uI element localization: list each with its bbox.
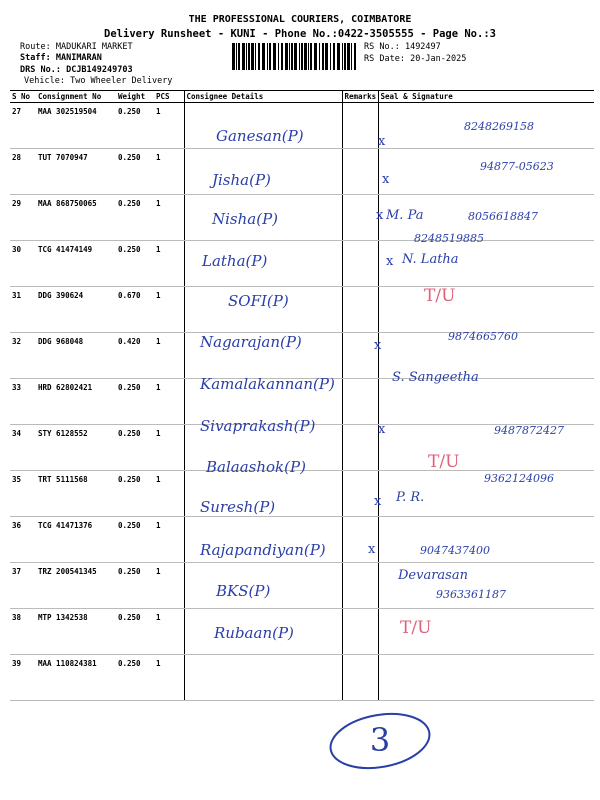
row-remarks (342, 195, 378, 241)
table-header (10, 91, 594, 103)
handwritten-name: BKS(P) (216, 582, 271, 600)
handwritten-phone: 9487872427 (494, 424, 564, 437)
row-seal (378, 655, 594, 701)
row-consignment-no: TRT 5111568 (36, 471, 116, 517)
row-sno: 27 (10, 103, 36, 149)
row-sno: 28 (10, 149, 36, 195)
row-pcs: 1 (154, 241, 184, 287)
handwritten-phone: 8248519885 (414, 232, 484, 245)
handwritten-name: Nagarajan(P) (200, 333, 302, 351)
row-remarks (342, 655, 378, 701)
row-remarks (342, 333, 378, 379)
x-mark: x (376, 208, 384, 223)
row-sno: 32 (10, 333, 36, 379)
col-consignment: Consignment No (36, 91, 116, 103)
svg-text:3: 3 (369, 721, 391, 759)
col-weight: Weight (116, 91, 154, 103)
row-pcs: 1 (154, 471, 184, 517)
table-row (10, 287, 594, 333)
row-pcs: 1 (154, 563, 184, 609)
table-row (10, 563, 594, 609)
row-sno: 30 (10, 241, 36, 287)
handwritten-name: Suresh(P) (200, 498, 276, 516)
row-sno: 29 (10, 195, 36, 241)
handwritten-phone: 9047437400 (420, 544, 490, 557)
tu-mark: T/U (428, 452, 460, 472)
handwritten-signature: M. Pa (386, 208, 424, 223)
row-weight: 0.250 (116, 241, 154, 287)
tu-mark: T/U (424, 286, 456, 306)
handwritten-name: Kamalakannan(P) (200, 375, 335, 393)
row-consignment-no: TCG 41471376 (36, 517, 116, 563)
row-sno: 38 (10, 609, 36, 655)
row-pcs: 1 (154, 195, 184, 241)
col-consignee: Consignee Details (184, 91, 342, 103)
row-consignee (184, 655, 342, 701)
row-pcs: 1 (154, 425, 184, 471)
table-row (10, 241, 594, 287)
x-mark: x (368, 542, 376, 557)
table-row (10, 609, 594, 655)
x-mark: x (374, 338, 382, 353)
row-sno: 34 (10, 425, 36, 471)
row-remarks (342, 379, 378, 425)
handwritten-signature: N. Latha (402, 252, 459, 267)
row-remarks (342, 103, 378, 149)
row-pcs: 1 (154, 103, 184, 149)
row-weight: 0.670 (116, 287, 154, 333)
row-weight: 0.250 (116, 655, 154, 701)
row-pcs: 1 (154, 517, 184, 563)
row-seal (378, 379, 594, 425)
x-mark: x (374, 494, 382, 509)
row-pcs: 1 (154, 287, 184, 333)
handwritten-name: Balaashok(P) (206, 458, 306, 476)
row-sno: 39 (10, 655, 36, 701)
row-weight: 0.250 (116, 195, 154, 241)
row-weight: 0.250 (116, 471, 154, 517)
row-seal (378, 287, 594, 333)
row-sno: 37 (10, 563, 36, 609)
row-sno: 33 (10, 379, 36, 425)
row-consignment-no: STY 6128552 (36, 425, 116, 471)
staff-line: Staff: MANIMARAN (20, 53, 102, 63)
col-seal: Seal & Signature (378, 91, 594, 103)
row-pcs: 1 (154, 149, 184, 195)
row-consignment-no: MTP 1342538 (36, 609, 116, 655)
x-mark: x (378, 134, 386, 149)
handwritten-name: SOFI(P) (228, 292, 289, 310)
row-consignment-no: DDG 968048 (36, 333, 116, 379)
handwritten-phone: 8056618847 (468, 210, 538, 223)
row-weight: 0.250 (116, 149, 154, 195)
row-weight: 0.250 (116, 103, 154, 149)
company-title: THE PROFESSIONAL COURIERS, COIMBATORE (188, 14, 412, 25)
row-pcs: 1 (154, 379, 184, 425)
handwritten-phone: 9874665760 (448, 330, 518, 343)
row-consignment-no: TUT 7070947 (36, 149, 116, 195)
row-weight: 0.420 (116, 333, 154, 379)
rs-date-line: RS Date: 20-Jan-2025 (364, 54, 467, 64)
row-consignment-no: MAA 302519504 (36, 103, 116, 149)
row-pcs: 1 (154, 655, 184, 701)
row-consignment-no: MAA 868750065 (36, 195, 116, 241)
runsheet-subtitle: Delivery Runsheet - KUNI - Phone No.:0422-3505555 - Page No.:3 (104, 28, 496, 40)
row-remarks (342, 563, 378, 609)
row-consignment-no: DDG 390624 (36, 287, 116, 333)
row-consignment-no: TRZ 200541345 (36, 563, 116, 609)
handwritten-name: Jisha(P) (212, 171, 271, 189)
row-remarks (342, 609, 378, 655)
handwritten-signature: P. R. (396, 490, 425, 505)
handwritten-phone: 9363361187 (436, 588, 506, 601)
handwritten-signature: Devarasan (398, 568, 468, 583)
row-sno: 36 (10, 517, 36, 563)
handwritten-signature: S. Sangeetha (392, 370, 479, 385)
x-mark: x (378, 422, 386, 437)
row-pcs: 1 (154, 333, 184, 379)
rs-no-line: RS No.: 1492497 (364, 42, 441, 52)
row-remarks (342, 241, 378, 287)
row-weight: 0.250 (116, 379, 154, 425)
col-pcs: PCS (154, 91, 184, 103)
x-mark: x (382, 172, 390, 187)
col-sno: S No (10, 91, 36, 103)
handwritten-phone: 9362124096 (484, 472, 554, 485)
row-pcs: 1 (154, 609, 184, 655)
handwritten-name: Ganesan(P) (216, 127, 304, 145)
row-weight: 0.250 (116, 563, 154, 609)
row-sno: 31 (10, 287, 36, 333)
row-weight: 0.250 (116, 609, 154, 655)
row-consignment-no: TCG 41474149 (36, 241, 116, 287)
x-mark: x (386, 254, 394, 269)
handwritten-name: Nisha(P) (212, 210, 279, 228)
handwritten-phone: 8248269158 (464, 120, 534, 133)
row-remarks (342, 425, 378, 471)
route-line: Route: MADUKARI MARKET (20, 42, 133, 52)
barcode (232, 43, 357, 70)
handwritten-name: Sivaprakash(P) (200, 417, 316, 435)
row-weight: 0.250 (116, 425, 154, 471)
drs-line: DRS No.: DCJB149249703 (20, 65, 133, 75)
circled-page-number (325, 705, 435, 775)
handwritten-phone: 94877-05623 (480, 160, 554, 173)
tu-mark: T/U (400, 618, 432, 638)
row-remarks (342, 287, 378, 333)
row-remarks (342, 471, 378, 517)
handwritten-name: Rubaan(P) (214, 624, 294, 642)
handwritten-name: Latha(P) (202, 252, 268, 270)
vehicle-line: Vehicle: Two Wheeler Delivery (24, 76, 173, 86)
col-remarks: Remarks (342, 91, 378, 103)
row-remarks (342, 149, 378, 195)
row-weight: 0.250 (116, 517, 154, 563)
runsheet-table (10, 90, 594, 701)
row-consignment-no: HRD 62802421 (36, 379, 116, 425)
table-row (10, 655, 594, 701)
row-sno: 35 (10, 471, 36, 517)
row-consignment-no: MAA 110824381 (36, 655, 116, 701)
handwritten-name: Rajapandiyan(P) (200, 541, 326, 559)
